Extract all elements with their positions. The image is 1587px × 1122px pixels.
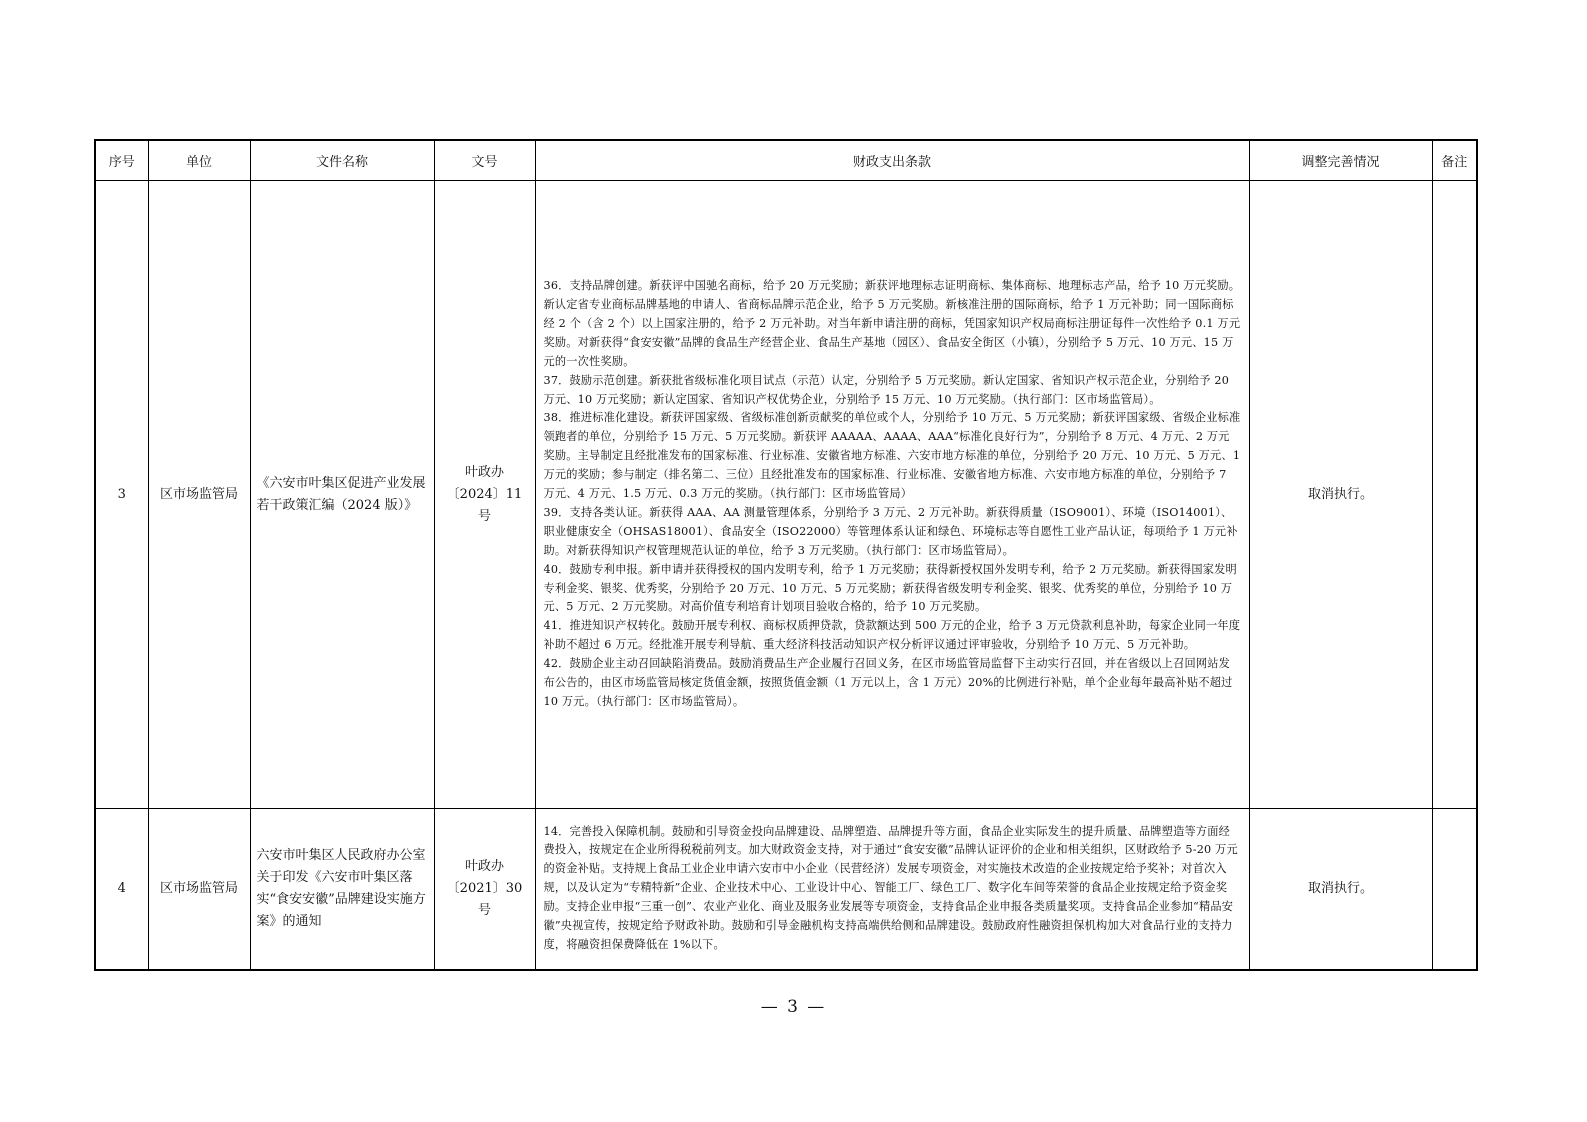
table-row (95, 809, 1477, 970)
row-seq: 3 (95, 181, 148, 809)
header-seq: 序号 (95, 140, 148, 181)
clause-42: 42．鼓励企业主动召回缺陷消费品。鼓励消费品生产企业履行召回义务，在区市场监管局监督下主动实行召回，并在省级以上召回网站发布公告的，由区市场监管局核定货值金额，按照货值金额（1 万元以上，含 1 万元）20%的比例进行补贴，单个企业每年最高补贴不超过 10 万元。（执行部门：区市场监管局）。 (543, 657, 1233, 709)
row-unit: 区市场监管局 (148, 809, 250, 970)
row-remark (1432, 809, 1477, 970)
clause-37: 37．鼓励示范创建。新获批省级标准化项目试点（示范）认定，分别给予 5 万元奖励。新认定国家、省知识产权示范企业，分别给予 20 万元、10 万元奖励；新认定国家、省知识产权优势企业，分别给予 15 万元、10 万元奖励。（执行部门：区市场监管局）。 (543, 373, 1230, 406)
header-file-name: 文件名称 (250, 140, 434, 181)
table-row (95, 181, 1477, 809)
page-number: — 3 — (760, 997, 827, 1017)
doc-no-line1: 叶政办 (464, 464, 504, 480)
doc-no-line1: 叶政办 (464, 858, 504, 874)
doc-no-line2: 〔2021〕30 号 (446, 880, 523, 918)
table-header-row (95, 140, 1477, 181)
clause-36: 36．支持品牌创建。新获评中国驰名商标，给予 20 万元奖励；新获评地理标志证明商标、集体商标、地理标志产品，给予 10 万元奖励。新认定省专业商标品牌基地的申请人、省商标品牌示范企业，给予 5 万元奖励。新核准注册的国际商标，给予 1 万元补助；同一国际商标经 2 个（含 2 个）以上国家注册的，给予 2 万元补助。对当年新申请注册的商标，凭国家知识产权局商标注册证每件一次性给予 0.1 万元奖励。对新获得“食安安徽”品牌的食品生产经营企业、食品生产基地（园区）、食品安全街区（小镇），分别给予 5 万元、10 万元、15 万元的一次性奖励。 (543, 279, 1241, 368)
clause-39: 39．支持各类认证。新获得 AAA、AA 测量管理体系，分别给予 3 万元、2 万元补助。新获得质量（ISO9001）、环境（ISO14001）、职业健康安全（OHSAS18001）、食品安全（ISO22000）等管理体系认证和绿色、环境标志等自愿性工业产品认证，每项给予 1 万元补助。对新获得知识产权管理规范认证的单位，给予 3 万元奖励。（执行部门：区市场监管局）。 (543, 505, 1238, 557)
policy-table (94, 139, 1478, 971)
row-adjustment: 取消执行。 (1249, 181, 1432, 809)
clause-38: 38．推进标准化建设。新获评国家级、省级标准创新贡献奖的单位或个人，分别给予 10 万元、5 万元奖励；新获评国家级、省级企业标准领跑者的单位，分别给予 15 万元、5 万元奖励。新获评 AAAAA、AAAA、AAA“标准化良好行为”，分别给予 8 万元、4 万元、2 万元奖励。主导制定且经批准发布的国家标准、行业标准、安徽省地方标准、六安市地方标准的单位，分别给予 20 万元、10 万元、5 万元、1 万元的奖励；参与制定（排名第二、三位）且经批准发布的国家标准、行业标准、安徽省地方标准、六安市地方标准的单位，分别给予 7 万元、4 万元、1.5 万元、0.3 万元的奖励。（执行部门：区市场监管局） (543, 411, 1241, 501)
header-doc-no: 文号 (434, 140, 535, 181)
row-adjustment: 取消执行。 (1249, 809, 1432, 970)
header-clauses: 财政支出条款 (535, 140, 1249, 181)
row-unit: 区市场监管局 (148, 181, 250, 809)
row-seq: 4 (95, 809, 148, 970)
header-remark: 备注 (1432, 140, 1477, 181)
row-doc-no (434, 809, 535, 970)
row-clauses (535, 809, 1249, 970)
clause-40: 40．鼓励专利申报。新申请并获得授权的国内发明专利，给予 1 万元奖励；获得新授权国外发明专利，给予 2 万元奖励。新获得国家发明专利金奖、银奖、优秀奖，分别给予 20 万元、10 万元、5 万元奖励；新获得省级发明专利金奖、银奖、优秀奖的单位，分别给予 10 万元、5 万元、2 万元奖励。对高价值专利培育计划项目验收合格的，给予 10 万元奖励。 (543, 562, 1237, 614)
header-adjustment: 调整完善情况 (1249, 140, 1432, 181)
doc-no-line2: 〔2024〕11 号 (446, 486, 523, 524)
row-doc-no (434, 181, 535, 809)
row-clauses (535, 181, 1249, 809)
clause-14: 14．完善投入保障机制。鼓励和引导资金投向品牌建设、品牌塑造、品牌提升等方面，食品企业实际发生的提升质量、品牌塑造等方面经费投入，按规定在企业所得税税前列支。加大财政资金支持，对于通过“食安安徽”品牌认证评价的企业和相关组织，区财政给予 5-20 万元的资金补贴。支持规上食品工业企业申请六安市中小企业（民营经济）发展专项资金，对实施技术改造的企业按规定给予奖补；对首次入规，以及认定为“专精特新”企业、企业技术中心、工业设计中心、智能工厂、绿色工厂、数字化车间等荣誉的食品企业按规定给予资金奖励。支持企业申报“三重一创”、农业产业化、商业及服务业发展等专项资金，支持食品企业申报各类质量奖项。支持食品企业参加“精品安徽”央视宣传，按规定给予财政补助。鼓励和引导金融机构支持高端供给侧和品牌建设。鼓励政府性融资担保机构加大对食品行业的支持力度，将融资担保费降低在 1%以下。 (543, 824, 1238, 952)
row-file-name: 六安市叶集区人民政府办公室关于印发《六安市叶集区落实“食安安徽”品牌建设实施方案》的通知 (250, 809, 434, 970)
header-unit: 单位 (148, 140, 250, 181)
row-remark (1432, 181, 1477, 809)
row-file-name: 《六安市叶集区促进产业发展若干政策汇编（2024 版）》 (250, 181, 434, 809)
clause-41: 41．推进知识产权转化。鼓励开展专利权、商标权质押贷款，贷款额达到 500 万元的企业，给予 3 万元贷款利息补助，每家企业同一年度补助不超过 6 万元。经批准开展专利导航、重大经济科技活动知识产权分析评议通过评审验收，分别给予 10 万元、5 万元补助。 (543, 619, 1241, 652)
